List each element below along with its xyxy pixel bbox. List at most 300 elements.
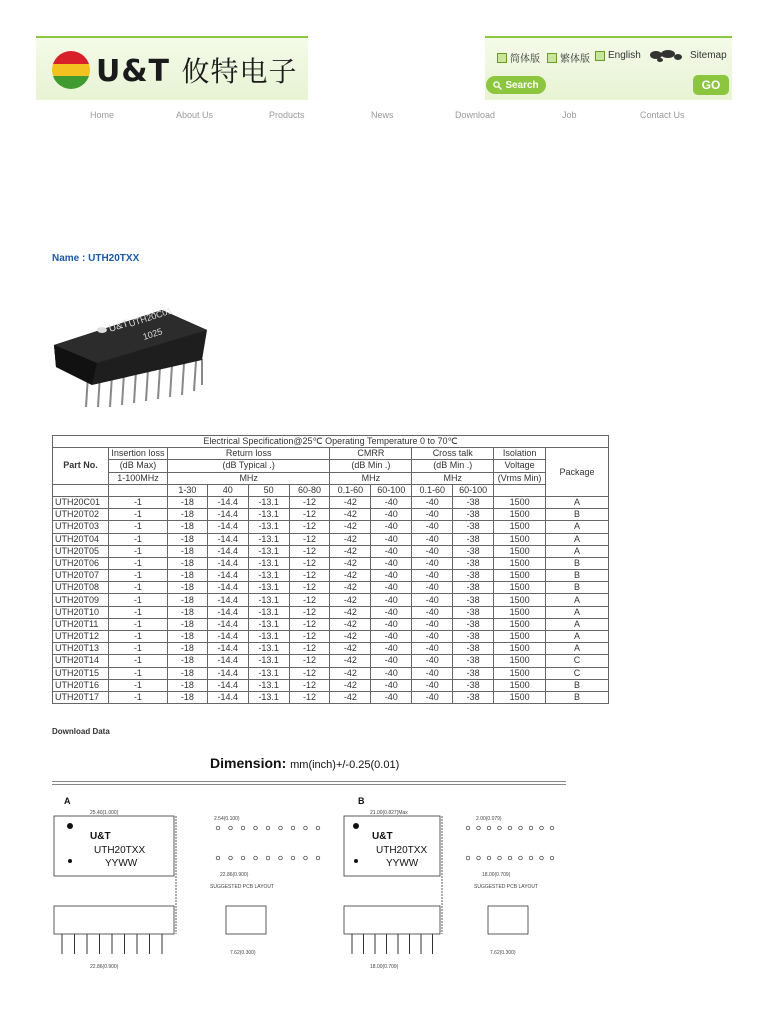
table-cell: -40 (412, 618, 453, 630)
drawing-b-pcb-label: SUGGESTED PCB LAYOUT (474, 884, 539, 890)
table-cell: -18 (167, 679, 207, 691)
header-return-col: 40 (207, 484, 248, 496)
pcb-pad (550, 856, 554, 860)
spec-table-body (53, 496, 609, 703)
table-cell: -40 (371, 679, 412, 691)
drawing-b-label: B (358, 796, 365, 806)
drawing-b-pin-span: 18.00(0.709) (370, 964, 399, 970)
table-cell: -12 (289, 496, 330, 508)
table-cell: -40 (371, 557, 412, 569)
table-cell: -38 (453, 594, 494, 606)
header-return-col: 50 (248, 484, 289, 496)
table-cell: -38 (453, 631, 494, 643)
table-title: Electrical Specification@25℃ Operating Temperature 0 to 70℃ (53, 436, 609, 448)
pcb-pad (529, 856, 533, 860)
part-number-cell: UTH20T06 (53, 557, 109, 569)
pcb-pad (266, 856, 270, 860)
table-row (53, 557, 609, 569)
pcb-pad (241, 826, 245, 830)
table-cell: -38 (453, 545, 494, 557)
table-cell: -38 (453, 582, 494, 594)
drawing-a-brand: U&T (90, 831, 111, 842)
header-cross-mhz: MHz (412, 472, 494, 484)
table-cell: B (546, 509, 609, 521)
pcb-pad (508, 856, 512, 860)
table-cell: 1500 (494, 533, 546, 545)
header-blank (494, 484, 546, 496)
table-cell: -38 (453, 509, 494, 521)
table-cell: A (546, 606, 609, 618)
drawing-a-total: 22.86(0.900) (220, 872, 249, 878)
dimension-title: Dimension: mm(inch)+/-0.25(0.01) (210, 755, 400, 771)
table-cell: -13.1 (248, 594, 289, 606)
table-cell: -40 (412, 545, 453, 557)
table-cell: -18 (167, 691, 207, 703)
chip-part: UTH20C01 (127, 305, 174, 329)
table-cell: -14.4 (207, 618, 248, 630)
table-cell: -40 (412, 655, 453, 667)
table-cell: -42 (330, 594, 371, 606)
table-cell: -42 (330, 570, 371, 582)
header-cross-unit: (dB Min .) (412, 460, 494, 472)
table-cell: -13.1 (248, 679, 289, 691)
divider (52, 781, 566, 785)
table-row (53, 655, 609, 667)
drawing-a-pcb-label: SUGGESTED PCB LAYOUT (210, 884, 275, 890)
table-cell: -13.1 (248, 667, 289, 679)
table-cell: -1 (108, 545, 167, 557)
table-cell: -18 (167, 667, 207, 679)
header-cross-col: 60-100 (453, 484, 494, 496)
table-cell: 1500 (494, 594, 546, 606)
header-tools (485, 36, 732, 100)
table-cell: 1500 (494, 691, 546, 703)
header-cmrr: CMRR (330, 448, 412, 460)
table-cell: -42 (330, 667, 371, 679)
table-cell: -42 (330, 643, 371, 655)
table-row (53, 545, 609, 557)
drawing-b-date: YYWW (386, 858, 419, 869)
download-data-link[interactable]: Download Data (52, 727, 110, 736)
pcb-pad (304, 856, 308, 860)
drawing-b-pcb-width: 7.62(0.300) (490, 950, 516, 956)
table-cell: A (546, 631, 609, 643)
table-cell: -18 (167, 570, 207, 582)
nav-products[interactable]: Products (269, 110, 305, 120)
table-cell: A (546, 545, 609, 557)
table-cell: -40 (371, 618, 412, 630)
table-cell: -18 (167, 557, 207, 569)
table-cell: -14.4 (207, 557, 248, 569)
table-cell: B (546, 691, 609, 703)
pcb-pad (550, 826, 554, 830)
table-cell: -18 (167, 655, 207, 667)
search-icon (493, 81, 502, 90)
table-row (53, 691, 609, 703)
table-cell: -1 (108, 496, 167, 508)
table-cell: -1 (108, 557, 167, 569)
table-cell: -38 (453, 667, 494, 679)
table-row (53, 643, 609, 655)
part-number-cell: UTH20C01 (53, 496, 109, 508)
table-cell: -13.1 (248, 521, 289, 533)
table-cell: -13.1 (248, 582, 289, 594)
header-insertion-unit: (dB Max) (108, 460, 167, 472)
logo-banner[interactable] (36, 36, 308, 100)
table-cell: -1 (108, 509, 167, 521)
table-cell: B (546, 679, 609, 691)
nav-download[interactable]: Download (455, 110, 496, 120)
table-row (53, 679, 609, 691)
nav-contact-us[interactable]: Contact Us (640, 110, 685, 120)
table-cell: -40 (412, 557, 453, 569)
table-cell: -40 (371, 594, 412, 606)
table-cell: -13.1 (248, 545, 289, 557)
table-cell: -12 (289, 509, 330, 521)
table-cell: -12 (289, 557, 330, 569)
table-cell: -38 (453, 570, 494, 582)
header-cross-col: 0.1-60 (412, 484, 453, 496)
table-cell: A (546, 533, 609, 545)
pcb-pad (316, 826, 320, 830)
table-cell: -40 (371, 643, 412, 655)
table-cell: -18 (167, 643, 207, 655)
table-cell: -14.4 (207, 631, 248, 643)
table-cell: -12 (289, 570, 330, 582)
table-cell: -40 (371, 606, 412, 618)
table-cell: -18 (167, 606, 207, 618)
table-cell: -18 (167, 521, 207, 533)
product-name: Name : UTH20TXX (52, 253, 140, 264)
lang-checkbox-icon (497, 53, 507, 63)
table-cell: A (546, 594, 609, 606)
table-cell: -1 (108, 631, 167, 643)
header-cmrr-mhz: MHz (330, 472, 412, 484)
table-cell: -14.4 (207, 496, 248, 508)
lang-checkbox-icon (595, 51, 605, 61)
table-cell: -13.1 (248, 533, 289, 545)
table-cell: -18 (167, 618, 207, 630)
table-cell: 1500 (494, 496, 546, 508)
table-cell: -12 (289, 655, 330, 667)
header-isolation-voltage: Voltage (494, 460, 546, 472)
header-return-loss: Return loss (167, 448, 330, 460)
table-cell: -38 (453, 618, 494, 630)
part-number-cell: UTH20T02 (53, 509, 109, 521)
table-cell: -1 (108, 618, 167, 630)
header-return-col: 1-30 (167, 484, 207, 496)
table-cell: B (546, 557, 609, 569)
header-insertion-loss: Insertion loss (108, 448, 167, 460)
table-row (53, 521, 609, 533)
table-cell: -40 (412, 631, 453, 643)
drawing-b-width: 21.00(0.827)Max (370, 810, 408, 816)
header-blank (53, 484, 109, 496)
table-cell: -38 (453, 691, 494, 703)
part-number-cell: UTH20T12 (53, 631, 109, 643)
table-cell: -1 (108, 667, 167, 679)
table-cell: -12 (289, 606, 330, 618)
drawing-a-width: 25.40(1.000) (90, 810, 119, 816)
pcb-pad (487, 856, 491, 860)
main-nav (56, 110, 736, 124)
table-cell: -40 (412, 606, 453, 618)
header-cmrr-unit: (dB Min .) (330, 460, 412, 472)
table-cell: -18 (167, 582, 207, 594)
table-cell: -14.4 (207, 533, 248, 545)
pcb-pad (477, 826, 481, 830)
table-cell: -14.4 (207, 691, 248, 703)
table-cell: -14.4 (207, 606, 248, 618)
pcb-pad (498, 826, 502, 830)
table-cell: -40 (371, 655, 412, 667)
pcb-pad (519, 856, 523, 860)
chip-brand: U&T (107, 318, 130, 335)
table-cell: -12 (289, 533, 330, 545)
drawing-b-part: UTH20TXX (376, 845, 428, 856)
table-cell: 1500 (494, 655, 546, 667)
pcb-pad (229, 826, 233, 830)
table-cell: -42 (330, 496, 371, 508)
table-cell: -18 (167, 545, 207, 557)
table-cell: -40 (412, 643, 453, 655)
pcb-pad (529, 826, 533, 830)
table-cell: -12 (289, 594, 330, 606)
table-cell: 1500 (494, 667, 546, 679)
part-number-cell: UTH20T10 (53, 606, 109, 618)
pcb-pad (519, 826, 523, 830)
table-cell: 1500 (494, 557, 546, 569)
table-cell: 1500 (494, 643, 546, 655)
table-cell: -42 (330, 691, 371, 703)
drawing-a-pcb-width: 7.62(0.300) (230, 950, 256, 956)
header-return-col: 60-80 (289, 484, 330, 496)
pcb-pad (316, 856, 320, 860)
table-cell: -40 (412, 570, 453, 582)
dimension-drawing-a (50, 806, 340, 976)
table-cell: -40 (412, 496, 453, 508)
drawing-a-pin-span: 22.86(0.900) (90, 964, 119, 970)
table-cell: -1 (108, 570, 167, 582)
table-row (53, 533, 609, 545)
nav-job[interactable]: Job (562, 110, 577, 120)
table-cell: -1 (108, 582, 167, 594)
part-number-cell: UTH20T09 (53, 594, 109, 606)
table-cell: -13.1 (248, 606, 289, 618)
dimension-drawing-b (340, 806, 570, 976)
table-cell: -42 (330, 509, 371, 521)
table-cell: -13.1 (248, 570, 289, 582)
pcb-pad (540, 826, 544, 830)
table-cell: -12 (289, 631, 330, 643)
header-cross-talk: Cross talk (412, 448, 494, 460)
product-photo (52, 305, 212, 415)
logo-icon (52, 51, 90, 89)
part-number-cell: UTH20T05 (53, 545, 109, 557)
drawing-b-brand: U&T (372, 831, 393, 842)
spec-table (52, 435, 609, 704)
table-cell: -42 (330, 631, 371, 643)
table-cell: -40 (371, 521, 412, 533)
table-cell: -14.4 (207, 594, 248, 606)
table-cell: -18 (167, 631, 207, 643)
table-cell: -12 (289, 545, 330, 557)
table-cell: -12 (289, 691, 330, 703)
pcb-pad (216, 826, 220, 830)
drawing-b-pitch: 2.00(0.079) (476, 816, 502, 822)
table-cell: -38 (453, 521, 494, 533)
table-cell: 1500 (494, 582, 546, 594)
table-cell: -14.4 (207, 655, 248, 667)
table-cell: -42 (330, 557, 371, 569)
table-cell: -40 (371, 631, 412, 643)
table-cell: B (546, 582, 609, 594)
pcb-pad (508, 826, 512, 830)
table-cell: -42 (330, 533, 371, 545)
table-cell: -40 (412, 679, 453, 691)
table-cell: -1 (108, 521, 167, 533)
table-cell: -13.1 (248, 643, 289, 655)
table-cell: -12 (289, 521, 330, 533)
lang-simplified[interactable]: 简体版 (497, 50, 540, 65)
table-cell: 1500 (494, 606, 546, 618)
pcb-pad (477, 856, 481, 860)
pcb-pad (540, 856, 544, 860)
part-number-cell: UTH20T16 (53, 679, 109, 691)
table-cell: 1500 (494, 631, 546, 643)
table-cell: A (546, 618, 609, 630)
world-map-icon (648, 49, 684, 63)
table-cell: -40 (412, 521, 453, 533)
pcb-pad (304, 826, 308, 830)
table-cell: 1500 (494, 521, 546, 533)
table-cell: -42 (330, 655, 371, 667)
pcb-pad (254, 826, 258, 830)
part-number-cell: UTH20T03 (53, 521, 109, 533)
table-cell: 1500 (494, 618, 546, 630)
table-row (53, 667, 609, 679)
table-cell: -18 (167, 594, 207, 606)
pcb-pad (466, 826, 470, 830)
drawing-a-part: UTH20TXX (94, 845, 146, 856)
part-number-cell: UTH20T04 (53, 533, 109, 545)
lang-checkbox-icon (547, 53, 557, 63)
table-cell: -40 (371, 509, 412, 521)
pcb-pad (279, 856, 283, 860)
table-cell: -1 (108, 594, 167, 606)
table-row (53, 509, 609, 521)
lang-traditional[interactable]: 繁体版 (547, 50, 590, 65)
sitemap-link[interactable]: Sitemap (690, 50, 727, 61)
table-cell: -38 (453, 496, 494, 508)
nav-about-us[interactable]: About Us (176, 110, 214, 120)
table-cell: -40 (371, 570, 412, 582)
table-row (53, 570, 609, 582)
table-cell: -40 (371, 667, 412, 679)
pcb-pad (466, 856, 470, 860)
table-cell: -12 (289, 618, 330, 630)
nav-home[interactable]: Home (90, 110, 115, 120)
table-cell: -40 (412, 594, 453, 606)
part-number-cell: UTH20T14 (53, 655, 109, 667)
table-cell: -1 (108, 691, 167, 703)
part-number-cell: UTH20T08 (53, 582, 109, 594)
logo-text: U&T 攸特电子 (96, 54, 298, 89)
table-cell: -18 (167, 496, 207, 508)
table-cell: -13.1 (248, 655, 289, 667)
table-cell: -40 (371, 545, 412, 557)
table-cell: -13.1 (248, 509, 289, 521)
part-number-cell: UTH20T11 (53, 618, 109, 630)
table-cell: -1 (108, 655, 167, 667)
table-row (53, 594, 609, 606)
table-cell: B (546, 570, 609, 582)
search-input[interactable] (550, 77, 699, 95)
table-cell: -40 (412, 582, 453, 594)
table-cell: -38 (453, 533, 494, 545)
table-cell: -18 (167, 533, 207, 545)
pcb-pad (291, 856, 295, 860)
drawing-b-total: 18.00(0.709) (482, 872, 511, 878)
table-cell: -13.1 (248, 557, 289, 569)
header-isolation-unit: (Vrms Min) (494, 472, 546, 484)
table-cell: -14.4 (207, 521, 248, 533)
drawing-a-pitch: 2.54(0.100) (214, 816, 240, 822)
pcb-pad (266, 826, 270, 830)
header-insertion-range: 1-100MHz (108, 472, 167, 484)
search-button[interactable]: Search (486, 76, 546, 94)
table-cell: -40 (412, 691, 453, 703)
nav-news[interactable]: News (371, 110, 394, 120)
header-package: Package (546, 448, 609, 497)
table-cell: C (546, 667, 609, 679)
table-cell: -13.1 (248, 618, 289, 630)
table-cell: -18 (167, 509, 207, 521)
table-cell: -38 (453, 679, 494, 691)
pcb-pad (487, 826, 491, 830)
table-cell: -40 (412, 667, 453, 679)
pcb-pad (229, 856, 233, 860)
pcb-pad (241, 856, 245, 860)
table-cell: -14.4 (207, 509, 248, 521)
table-cell: 1500 (494, 679, 546, 691)
header-cmrr-col: 0.1-60 (330, 484, 371, 496)
part-number-cell: UTH20T17 (53, 691, 109, 703)
drawing-a-date: YYWW (105, 858, 138, 869)
go-button[interactable]: GO (693, 75, 729, 95)
table-cell: -14.4 (207, 643, 248, 655)
table-cell: A (546, 643, 609, 655)
table-cell: -42 (330, 606, 371, 618)
header-return-unit: (dB Typical .) (167, 460, 330, 472)
table-cell: -40 (371, 691, 412, 703)
table-row (53, 631, 609, 643)
table-cell: -12 (289, 582, 330, 594)
table-cell: -14.4 (207, 582, 248, 594)
table-cell: -12 (289, 643, 330, 655)
lang-english[interactable]: English (595, 50, 641, 61)
table-cell: 1500 (494, 545, 546, 557)
pcb-pad (216, 856, 220, 860)
table-cell: -1 (108, 606, 167, 618)
table-row (53, 618, 609, 630)
part-number-cell: UTH20T13 (53, 643, 109, 655)
table-cell: -14.4 (207, 545, 248, 557)
table-cell: -38 (453, 643, 494, 655)
table-cell: -42 (330, 679, 371, 691)
header-return-mhz: MHz (167, 472, 330, 484)
table-cell: -12 (289, 679, 330, 691)
